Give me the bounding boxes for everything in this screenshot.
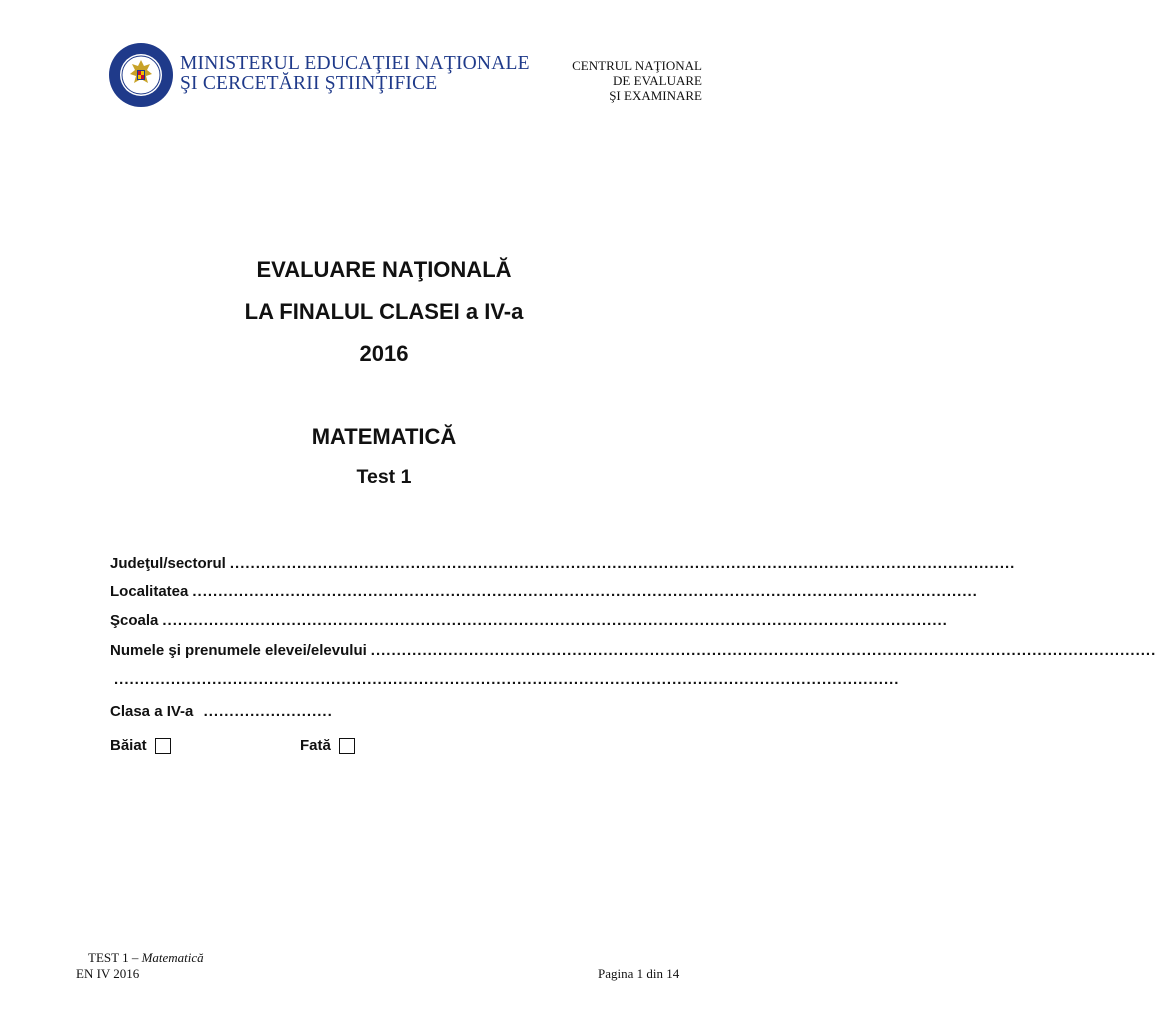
boy-option[interactable] xyxy=(110,737,171,754)
ministry-name xyxy=(180,54,530,94)
footer-page-number: Pagina 1 din 14 xyxy=(598,966,680,981)
government-seal-logo xyxy=(108,42,174,108)
boy-label: Băiat xyxy=(110,737,147,754)
girl-option[interactable] xyxy=(300,737,355,754)
exam-title: EVALUARE NAŢIONALĂ xyxy=(256,257,512,282)
footer-exam-code: EN IV 2016 xyxy=(76,966,140,981)
boy-checkbox[interactable] xyxy=(155,738,171,754)
county-dotted-line: ........................................................................................................................................................ xyxy=(229,555,1016,572)
exam-grade-title: LA FINALUL CLASEI a IV-a xyxy=(244,299,524,324)
class-dotted-line: ......................... xyxy=(203,703,333,720)
exam-year: 2016 xyxy=(359,341,409,366)
subject-title: MATEMATICĂ xyxy=(311,424,457,449)
class-field[interactable] xyxy=(110,703,333,720)
ministry-line-2: ŞI CERCETĂRII ŞTIINŢIFICE xyxy=(180,73,438,94)
county-field[interactable] xyxy=(110,555,1016,572)
test-number: Test 1 xyxy=(356,466,412,488)
continuation-dotted-line: ........................................................................................................................................................ xyxy=(114,671,900,688)
center-line-3: ŞI EXAMINARE xyxy=(609,88,702,103)
locality-label: Localitatea xyxy=(110,583,189,600)
footer-subject: Matematică xyxy=(141,950,204,965)
school-field[interactable] xyxy=(110,612,948,629)
school-label: Şcoala xyxy=(110,612,159,629)
ministry-line-1: MINISTERUL EDUCAŢIEI NAŢIONALE xyxy=(180,53,530,74)
footer-test-label: TEST 1 – xyxy=(88,950,142,965)
girl-label: Fată xyxy=(300,737,331,754)
student-name-field[interactable] xyxy=(110,642,1156,659)
center-line-2: DE EVALUARE xyxy=(613,73,702,88)
locality-dotted-line: ........................................................................................................................................................ xyxy=(192,583,978,600)
class-label: Clasa a IV-a xyxy=(110,703,194,720)
county-label: Judeţul/sectorul xyxy=(110,555,226,572)
evaluation-center-name xyxy=(562,58,702,103)
footer-test-subject xyxy=(88,950,204,966)
school-dotted-line: ........................................................................................................................................................ xyxy=(162,612,948,629)
student-name-label: Numele şi prenumele elevei/elevului xyxy=(110,642,367,659)
student-name-continuation-field[interactable] xyxy=(110,671,900,688)
locality-field[interactable] xyxy=(110,583,978,600)
center-line-1: CENTRUL NAŢIONAL xyxy=(572,58,702,73)
girl-checkbox[interactable] xyxy=(339,738,355,754)
student-name-dotted-line: ........................................................................................................................................................ xyxy=(370,642,1156,659)
